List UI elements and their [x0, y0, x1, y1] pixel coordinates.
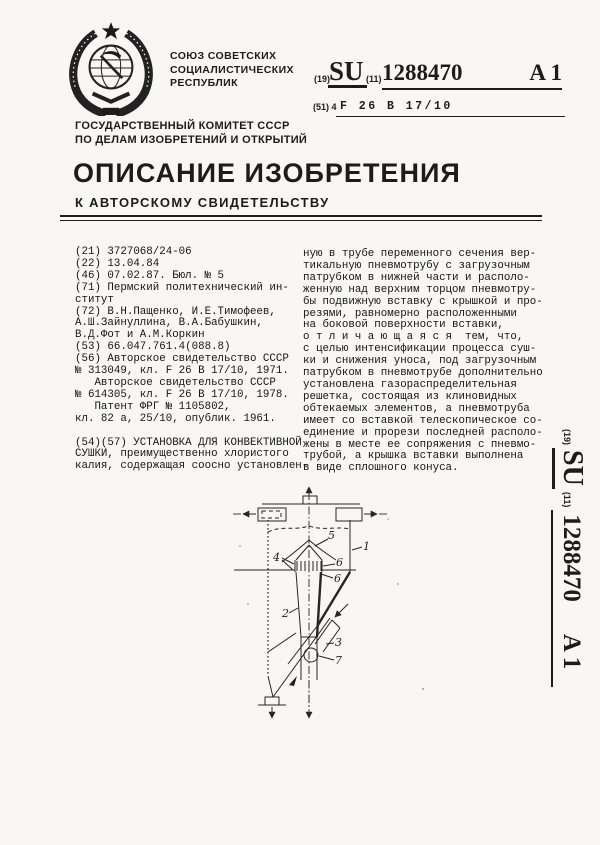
bibliographic-column: (21) 3727068/24-06 (22) 13.04.84 (46) 07.02.87. Бюл. № 5 (71) Пермский политехнический ин- ститут (72) В.Н.Пащенко, И.Е.Тимофеев, А.Ш.Зайнуллина, В.А.Бабушкин, В.Д.Фот и А.М.Коркин (53) 66.047.761.4(088.8) (56) Авторское свидетельство СССР № 313049, кл. F 26 B 17/10, 1971. Авторское свидетельство СССР № 614305, кл. F 26 B 17/10, 1978. Патент ФРГ № 1105802, кл. 82 а, 25/10, опублик. 1961. (54)(57) УСТАНОВКА ДЛЯ КОНВЕКТИВНОЙ СУШКИ, преимущественно хлористого калия, содержащая соосно установлен-: [75, 246, 309, 473]
part-label-5: 5: [328, 529, 335, 542]
ussr-emblem-icon: [62, 20, 160, 116]
side-code-19: (19): [562, 429, 572, 446]
part-label-7: 7: [335, 654, 342, 667]
right-port: [336, 508, 362, 521]
part-label-2: 2: [282, 607, 289, 620]
left-port: [258, 508, 286, 521]
inid-code-19: (19): [314, 74, 331, 84]
country-code: SU: [328, 58, 367, 88]
union-name: СОЮЗ СОВЕТСКИХ СОЦИАЛИСТИЧЕСКИХ РЕСПУБЛИК: [170, 50, 294, 89]
vertical-document-id: [546, 426, 588, 748]
side-publication-number: 1288470: [558, 514, 585, 602]
inid-code-51: (51) 4: [313, 102, 337, 112]
part-label-3: 3: [335, 636, 342, 649]
patent-drawing: [228, 484, 453, 749]
part-label-6a: 6: [336, 556, 343, 569]
kind-code: A 1: [529, 60, 562, 85]
inid-code-11: (11): [366, 74, 382, 84]
part-label-6b: 6: [334, 572, 341, 585]
side-kind-code: A 1: [558, 633, 585, 670]
top-cap: [303, 496, 317, 504]
pneumotube: [317, 572, 321, 637]
header-divider: [60, 215, 542, 221]
insert-slots: [297, 561, 321, 571]
document-subtitle: К АВТОРСКОМУ СВИДЕТЕЛЬСТВУ: [75, 195, 330, 210]
part-label-1: 1: [363, 540, 370, 553]
chute-line: [273, 618, 330, 697]
feed-arrow: [335, 604, 348, 617]
ipc-underline: [336, 116, 565, 117]
ipc-classification: F 26 B 17/10: [340, 100, 453, 113]
bottom-outlet: [265, 697, 279, 705]
side-country-code: SU: [552, 448, 588, 489]
feeder-valve: [304, 648, 318, 662]
document-title: ОПИСАНИЕ ИЗОБРЕТЕНИЯ: [73, 158, 461, 188]
claims-column: ную в трубе переменного сечения вер- тикальную пневмотрубу с загрузочным патрубком в нижней части и располо- женную над верхним торцом пневмотру- бы подвижную вставку с крышкой и про- резями, равномерно расположенными на боковой поверхности вставки, о т л и ч а ю щ а я с я тем, что, с целью интенсификации процесса суш- ки и снижения уноса, под загрузочным патрубком в пневмотрубе дополнительно установлена газораспределительная решетка, состоящая из клиновидных обтекаемых элементов, а пневмотруба имеет со вставкой телескопическое со- единение и прорези последней располо- жены в месте ее сопряжения с пневмо- трубой, а крышка вставки выполнена в виде сплошного конуса.: [303, 248, 543, 475]
part-label-4: 4: [273, 551, 280, 564]
side-code-11: (11): [562, 491, 572, 508]
flow-arrowhead: [289, 676, 297, 686]
publication-number-group: [382, 62, 562, 90]
committee-name: ГОСУДАРСТВЕННЫЙ КОМИТЕТ СССР ПО ДЕЛАМ ИЗОБРЕТЕНИЙ И ОТКРЫТИЙ: [75, 120, 308, 146]
side-number-group: [551, 510, 585, 687]
publication-number: 1288470: [382, 60, 463, 85]
